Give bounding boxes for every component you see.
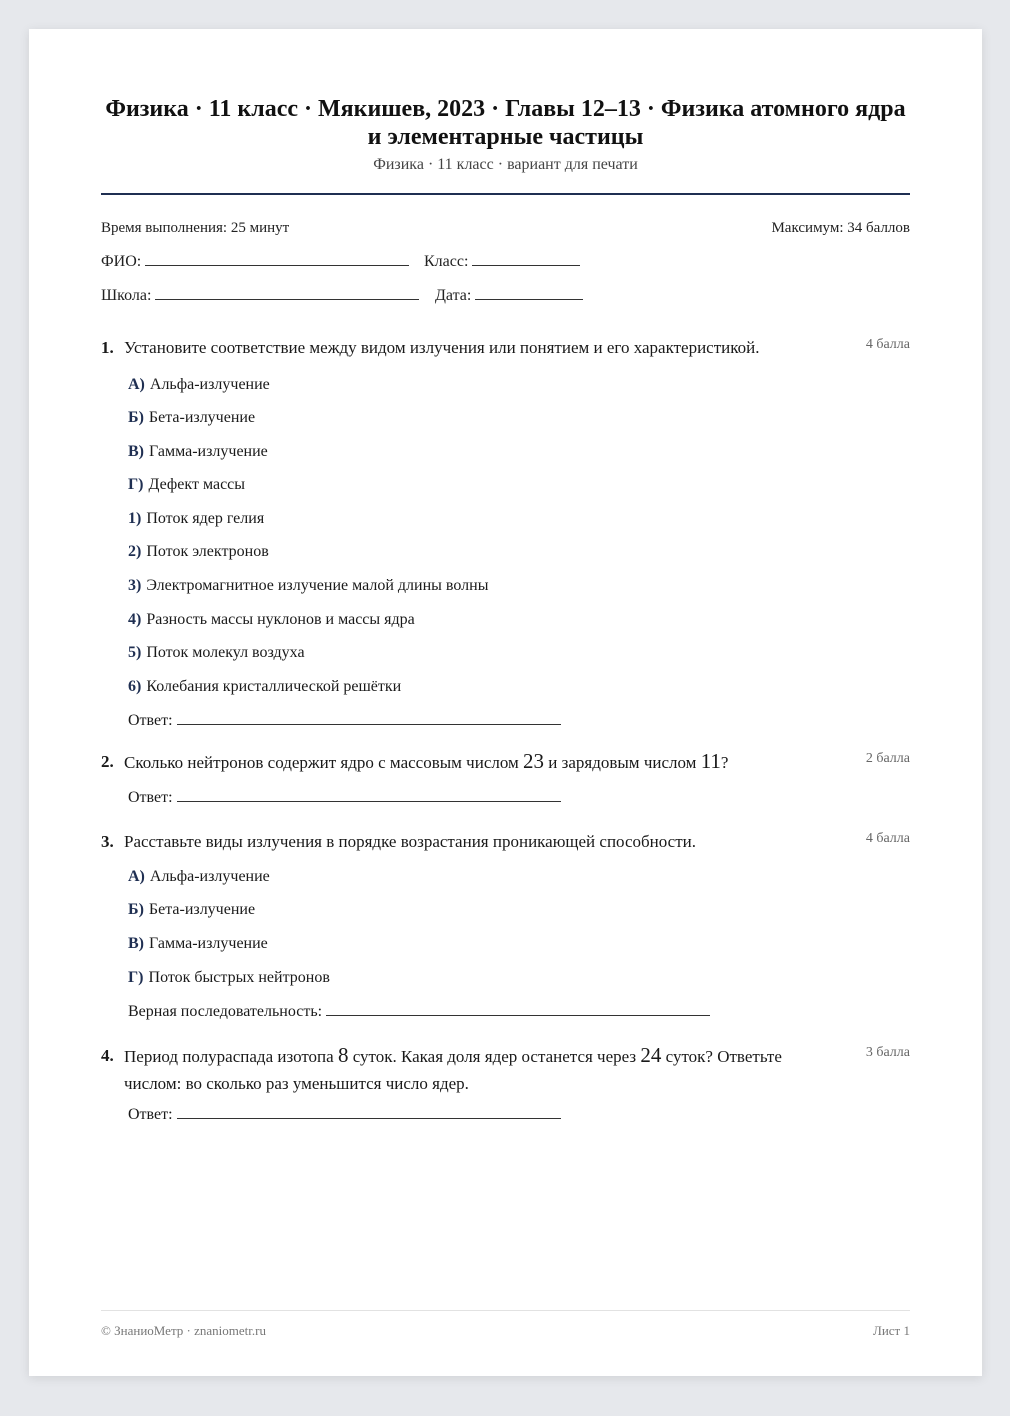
number-value: 23 (523, 749, 545, 773)
footer-page-number: Лист 1 (873, 1323, 910, 1338)
answer-field[interactable] (128, 1106, 561, 1124)
date-label: Дата: (435, 287, 472, 304)
time-limit: Время выполнения: 25 минут (101, 220, 290, 236)
match-right-item: 1) Поток ядер гелия (128, 510, 265, 527)
sequence-item: Б) Бета-излучение (128, 901, 256, 918)
answer-label: Ответ: (128, 712, 173, 729)
question-2-header (101, 748, 910, 776)
meta-row (101, 220, 910, 237)
date-line[interactable] (475, 298, 583, 300)
match-left-item: В) Гамма-излучение (128, 443, 268, 460)
match-left-item: Б) Бета-излучение (128, 409, 256, 426)
header-divider (101, 193, 910, 195)
question-4 (101, 1042, 910, 1123)
answer-line[interactable] (177, 723, 561, 725)
number-value: 11 (700, 749, 721, 773)
class-label: Класс: (424, 253, 469, 270)
match-right-item: 4) Разность массы нуклонов и массы ядра (128, 611, 415, 628)
footer-copyright: © ЗнаниоМетр · znaniometr.ru (101, 1323, 266, 1338)
answer-field[interactable] (128, 712, 561, 730)
sequence-item: А) Альфа-излучение (128, 868, 270, 885)
question-number: 3. (101, 832, 114, 851)
page-title: Физика · 11 класс · Мякишев, 2023 · Главы 12–13 · Физика атомного ядра и элементарные частицы (105, 96, 906, 150)
sequence-item: В) Гамма-излучение (128, 935, 268, 952)
question-2 (101, 748, 910, 806)
question-text: Установите соответствие между видом излучения или понятием и его характеристикой. (124, 338, 760, 357)
question-points: 3 балла (865, 1045, 910, 1060)
answer-label: Ответ: (128, 789, 173, 806)
question-3-header (101, 828, 910, 855)
match-right-item: 2) Поток электронов (128, 543, 269, 560)
match-right-item: 6) Колебания кристаллической решётки (128, 678, 402, 695)
match-left-item: Г) Дефект массы (128, 476, 246, 493)
class-line[interactable] (472, 264, 580, 266)
question-4-header (101, 1042, 910, 1097)
fio-field[interactable] (101, 253, 409, 271)
sequence-item: Г) Поток быстрых нейтронов (128, 969, 330, 986)
answer-line[interactable] (177, 800, 561, 802)
footer-divider (101, 1310, 910, 1311)
question-number: 1. (101, 338, 114, 357)
answer-line[interactable] (177, 1117, 561, 1119)
question-points: 4 балла (865, 831, 910, 846)
worksheet-page (29, 29, 982, 1376)
question-text: Сколько нейтронов содержит ядро с массовым числом 23 и зарядовым числом 11? (124, 749, 729, 773)
school-label: Школа: (101, 287, 152, 304)
school-line[interactable] (155, 298, 419, 300)
date-field[interactable] (435, 287, 583, 305)
class-field[interactable] (424, 253, 580, 271)
question-number: 4. (101, 1046, 114, 1065)
answer-field[interactable] (128, 1003, 710, 1021)
match-right-item: 5) Поток молекул воздуха (128, 644, 305, 661)
question-number: 2. (101, 752, 114, 771)
question-1-header (101, 334, 910, 361)
fio-line[interactable] (145, 264, 409, 266)
max-score: Максимум: 34 баллов (771, 220, 910, 236)
answer-label: Ответ: (128, 1106, 173, 1123)
number-value: 8 (337, 1043, 349, 1067)
answer-label: Верная последовательность: (128, 1003, 323, 1020)
question-points: 2 балла (865, 751, 910, 766)
match-right-item: 3) Электромагнитное излучение малой длины волны (128, 577, 489, 594)
question-3 (101, 828, 910, 1020)
match-left-item: А) Альфа-излучение (128, 376, 270, 393)
question-text: Период полураспада изотопа 8 суток. Какая доля ядер останется через 24 суток? Ответьте числом: во сколько раз уменьшится число ядер. (124, 1043, 782, 1093)
school-field[interactable] (101, 287, 419, 305)
answer-line[interactable] (326, 1014, 710, 1016)
number-value: 24 (640, 1043, 662, 1067)
question-points: 4 балла (865, 337, 910, 352)
page-subtitle: Физика · 11 класс · вариант для печати (373, 156, 638, 173)
fio-label: ФИО: (101, 253, 142, 270)
question-1 (101, 334, 910, 729)
answer-field[interactable] (128, 789, 561, 807)
question-text: Расставьте виды излучения в порядке возрастания проникающей способности. (124, 832, 696, 851)
